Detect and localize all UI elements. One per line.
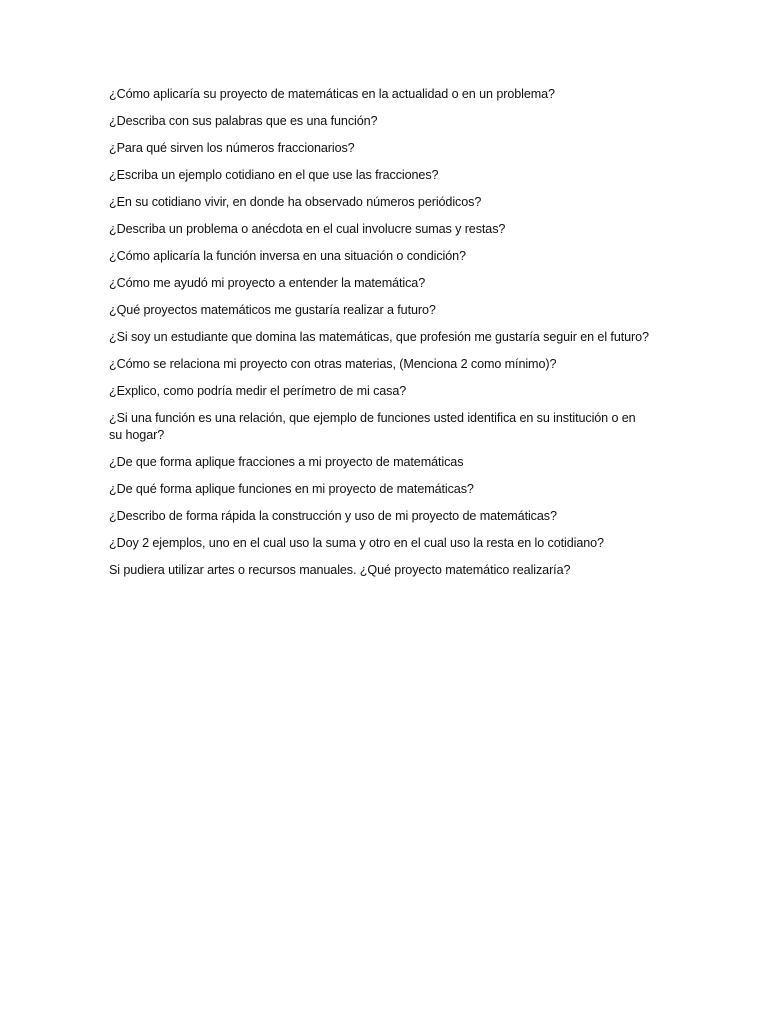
question-item: ¿Si una función es una relación, que ejemplo de funciones usted identifica en su institución o en su hogar? bbox=[109, 411, 636, 442]
question-item: ¿En su cotidiano vivir, en donde ha observado números periódicos? bbox=[109, 195, 482, 209]
question-item: Si pudiera utilizar artes o recursos manuales. ¿Qué proyecto matemático realizaría? bbox=[109, 563, 571, 577]
question-item: ¿Cómo aplicaría la función inversa en una situación o condición? bbox=[109, 249, 466, 263]
question-item: ¿Describo de forma rápida la construcción y uso de mi proyecto de matemáticas? bbox=[109, 509, 557, 523]
question-item: ¿Cómo aplicaría su proyecto de matemáticas en la actualidad o en un problema? bbox=[109, 87, 555, 101]
question-item: ¿De que forma aplique fracciones a mi proyecto de matemáticas bbox=[109, 455, 464, 469]
question-item: ¿De qué forma aplique funciones en mi proyecto de matemáticas? bbox=[109, 482, 474, 496]
question-list bbox=[109, 86, 649, 589]
question-item: ¿Qué proyectos matemáticos me gustaría realizar a futuro? bbox=[109, 303, 436, 317]
question-item: ¿Cómo se relaciona mi proyecto con otras materias, (Menciona 2 como mínimo)? bbox=[109, 357, 557, 371]
question-item: ¿Doy 2 ejemplos, uno en el cual uso la suma y otro en el cual uso la resta en lo cotidiano? bbox=[109, 536, 604, 550]
question-item: ¿Escriba un ejemplo cotidiano en el que use las fracciones? bbox=[109, 168, 439, 182]
question-item: ¿Cómo me ayudó mi proyecto a entender la matemática? bbox=[109, 276, 426, 290]
question-item: ¿Para qué sirven los números fraccionarios? bbox=[109, 141, 355, 155]
question-item: ¿Describa un problema o anécdota en el cual involucre sumas y restas? bbox=[109, 222, 506, 236]
question-item: ¿Describa con sus palabras que es una función? bbox=[109, 114, 378, 128]
question-item: ¿Explico, como podría medir el perímetro de mi casa? bbox=[109, 384, 407, 398]
question-item: ¿Si soy un estudiante que domina las matemáticas, que profesión me gustaría seguir en el futuro? bbox=[109, 330, 649, 344]
